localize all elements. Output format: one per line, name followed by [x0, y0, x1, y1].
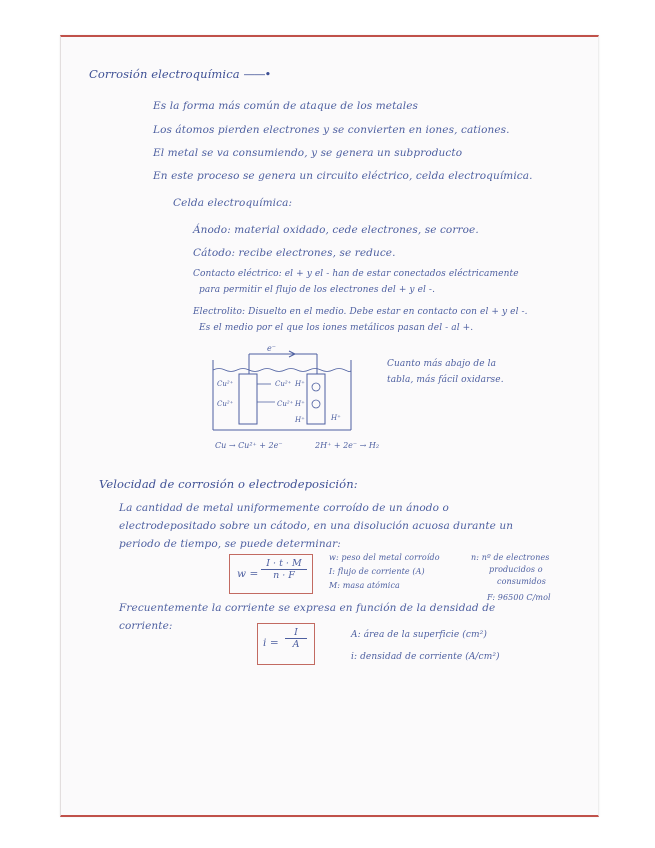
bullet-4: En este proceso se genera un circuito eléctrico, celda electroquímica. [153, 170, 533, 182]
formula-w-lhs: w = [237, 568, 259, 580]
diagram-note-1: Cuanto más abajo de la [387, 359, 497, 369]
cell-item-contact: Contacto eléctrico: el + y el - han de estar conectados eléctricamente [193, 269, 519, 279]
velocity-para-2: electrodepositado sobre un cátodo, en una disolución acuosa durante un [119, 520, 514, 532]
cell-item-anode: Ánodo: material oxidado, cede electrones, se corroe. [193, 224, 479, 236]
legend-i-density: i: densidad de corriente (A/cm²) [351, 652, 500, 662]
left-ion-3: Cu²⁺ [217, 400, 234, 408]
velocity-para-3: periodo de tiempo, se puede determinar: [119, 538, 341, 550]
left-ion-2: Cu²⁺ [275, 380, 292, 388]
bullet-2: Los átomos pierden electrones y se convierten en iones, cationes. [153, 124, 510, 136]
bullet-3: El metal se va consumiendo, y se genera un subproducto [153, 147, 463, 159]
right-ion-2: H⁺ [295, 400, 305, 408]
right-ion-3: H⁺ [295, 416, 305, 424]
legend-i: I: flujo de corriente (A) [329, 567, 425, 576]
formula-w-denominator: n · F [273, 570, 295, 581]
right-equation: 2H⁺ + 2e⁻ → H₂ [315, 441, 380, 450]
formula-w-fraction [261, 558, 307, 581]
legend-n: n: nº de electrones [471, 553, 550, 562]
legend-n-cont-2: consumidos [497, 577, 546, 586]
cell-item-contact-cont: para permitir el flujo de los electrones del + y el -. [199, 285, 436, 295]
legend-w: w: peso del metal corroído [329, 553, 440, 562]
right-ion-4: H⁺ [331, 414, 341, 422]
cell-item-cathode: Cátodo: recibe electrones, se reduce. [193, 247, 396, 259]
cell-item-electrolyte-cont: Es el medio por el que los iones metálicos pasan del - al +. [199, 323, 474, 333]
formula-i-numerator: I [285, 627, 307, 639]
formula-i-fraction [285, 627, 307, 650]
legend-m: M: masa atómica [329, 581, 400, 590]
current-para-1: Frecuentemente la corriente se expresa en función de la densidad de [119, 602, 496, 614]
formula-i-lhs: i = [263, 637, 279, 649]
electron-label: e⁻ [267, 344, 276, 353]
velocity-para-1: La cantidad de metal uniformemente corroído de un ánodo o [119, 502, 449, 514]
electron-marker-2 [312, 400, 320, 408]
left-ion-1: Cu²⁺ [217, 380, 234, 388]
formula-i-denominator: A [292, 639, 300, 650]
cell-heading: Celda electroquímica: [173, 197, 293, 209]
cell-item-electrolyte: Electrolito: Disuelto en el medio. Debe estar en contacto con el + y el -. [193, 307, 528, 317]
formula-w-numerator: I · t · M [261, 558, 307, 570]
legend-a: A: área de la superficie (cm²) [351, 630, 487, 640]
right-ion-1: H⁺ [295, 380, 305, 388]
notebook-page [60, 35, 599, 817]
legend-n-cont-1: producidos o [489, 565, 543, 574]
page-title: Corrosión electroquímica ——• [89, 67, 271, 81]
velocity-heading: Velocidad de corrosión o electrodeposición: [99, 477, 358, 491]
electron-marker-1 [312, 383, 320, 391]
legend-f: F: 96500 C/mol [487, 593, 551, 602]
left-ion-4: Cu²⁺ [277, 400, 294, 408]
current-para-2: corriente: [119, 620, 173, 632]
left-equation: Cu → Cu²⁺ + 2e⁻ [215, 441, 283, 450]
diagram-note-2: tabla, más fácil oxidarse. [387, 375, 504, 385]
bullet-1: Es la forma más común de ataque de los metales [153, 100, 419, 112]
